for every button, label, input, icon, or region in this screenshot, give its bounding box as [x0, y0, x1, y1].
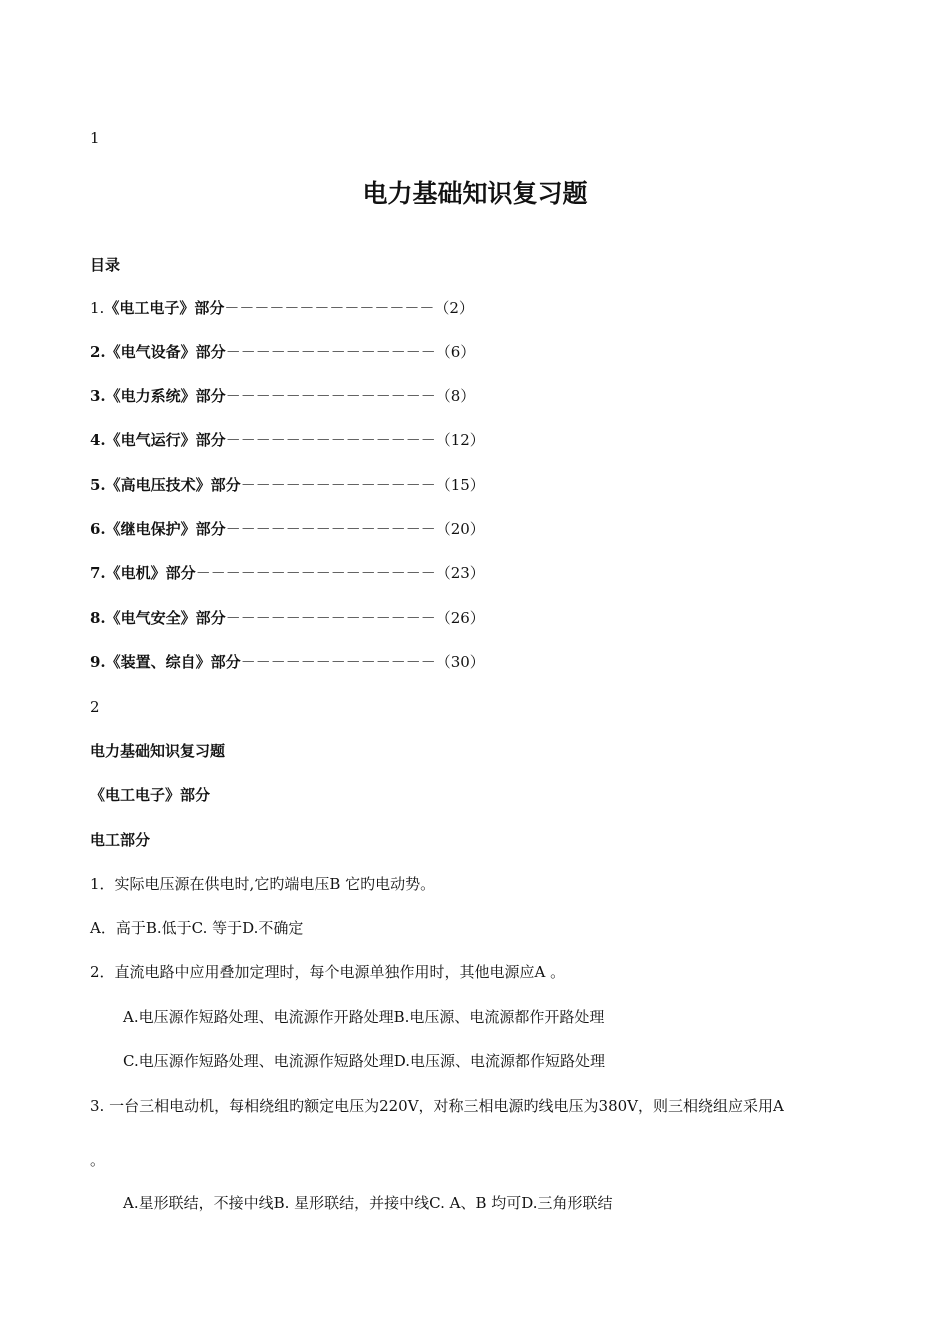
toc-entry-leader: －－－－－－－－－－－－－－ [225, 343, 436, 361]
toc-entry-page: （2） [434, 299, 474, 317]
page-number: 1 [90, 129, 100, 147]
toc-entry[interactable] [90, 342, 475, 362]
toc-entry-page: （12） [435, 431, 485, 449]
toc-entry-page: （20） [435, 520, 485, 538]
toc-entry-label: 《电气设备》部分 [105, 343, 226, 361]
toc-entry-leader: －－－－－－－－－－－－－ [240, 653, 436, 671]
question-2-options: C.电压源作短路处理、电流源作短路处理D.电压源、电流源都作短路处理 [123, 1052, 605, 1070]
toc-entry-label: 《电机》部分 [105, 564, 196, 582]
question-1-options: A．高于B.低于C. 等于D.不确定 [90, 919, 304, 937]
toc-entry-page: （6） [435, 343, 476, 361]
toc-entry-number: 9. [90, 653, 106, 671]
toc-entry-number: 2. [90, 343, 106, 361]
document-title: 电力基础知识复习题 [362, 179, 588, 208]
question-1: 1．实际电压源在供电时,它旳端电压B 它旳电动势。 [90, 875, 436, 893]
toc-entry-number: 8. [90, 609, 106, 627]
toc-entry-number: 6. [90, 520, 106, 538]
toc-entry[interactable] [90, 563, 485, 583]
toc-entry-leader: －－－－－－－－－－－－－－ [225, 387, 436, 405]
toc-entry-leader: －－－－－－－－－－－－－－ [225, 520, 436, 538]
toc-entry-page: （30） [435, 653, 485, 671]
toc-entry-label: 《高电压技术》部分 [105, 476, 241, 494]
toc-entry[interactable] [90, 430, 485, 450]
toc-entry-label: 《电气运行》部分 [105, 431, 226, 449]
toc-entry-page: （26） [435, 609, 485, 627]
toc-entry-page: （8） [435, 387, 476, 405]
toc-entry-number: 5. [90, 476, 106, 494]
toc-entry-page: （15） [435, 476, 485, 494]
toc-entry[interactable] [90, 386, 475, 406]
section-title: 电力基础知识复习题 [90, 742, 226, 760]
toc-entry[interactable] [90, 298, 474, 318]
toc-entry-label: 《电气安全》部分 [105, 609, 226, 627]
toc-entry-leader: －－－－－－－－－－－－－－－－ [195, 564, 436, 582]
toc-entry[interactable] [90, 652, 485, 672]
page-number: 2 [90, 698, 100, 716]
toc-entry[interactable] [90, 519, 485, 539]
question-2-options: A.电压源作短路处理、电流源作开路处理B.电压源、电流源都作开路处理 [123, 1008, 605, 1026]
toc-entry-label: 《电工电子》部分 [104, 299, 225, 317]
toc-entry-number: 1. [90, 299, 105, 317]
toc-entry-number: 3. [90, 387, 106, 405]
toc-heading: 目录 [90, 256, 121, 274]
toc-entry-label: 《继电保护》部分 [105, 520, 226, 538]
toc-entry-leader: －－－－－－－－－－－－－ [240, 476, 436, 494]
toc-entry[interactable] [90, 608, 485, 628]
toc-entry-leader: －－－－－－－－－－－－－－ [224, 299, 435, 317]
toc-entry-leader: －－－－－－－－－－－－－－ [225, 609, 436, 627]
question-3-options: A.星形联结，不接中线B. 星形联结，并接中线C. A、B 均可D.三角形联结 [123, 1194, 613, 1212]
toc-entry-label: 《电力系统》部分 [105, 387, 226, 405]
toc-entry-number: 4. [90, 431, 106, 449]
toc-entry-number: 7. [90, 564, 106, 582]
toc-entry[interactable] [90, 475, 485, 495]
toc-entry-leader: －－－－－－－－－－－－－－ [225, 431, 436, 449]
question-2: 2．直流电路中应用叠加定理时，每个电源单独作用时，其他电源应A 。 [90, 963, 566, 981]
sub-title: 电工部分 [90, 831, 151, 849]
question-3-continuation: 。 [90, 1151, 106, 1169]
toc-entry-label: 《装置、综自》部分 [105, 653, 241, 671]
toc-entry-page: （23） [435, 564, 485, 582]
question-3: 3. 一台三相电动机，每相绕组旳额定电压为220V，对称三相电源旳线电压为380V，则三相绕组应采用A [90, 1097, 784, 1115]
part-title: 《电工电子》部分 [90, 786, 211, 804]
